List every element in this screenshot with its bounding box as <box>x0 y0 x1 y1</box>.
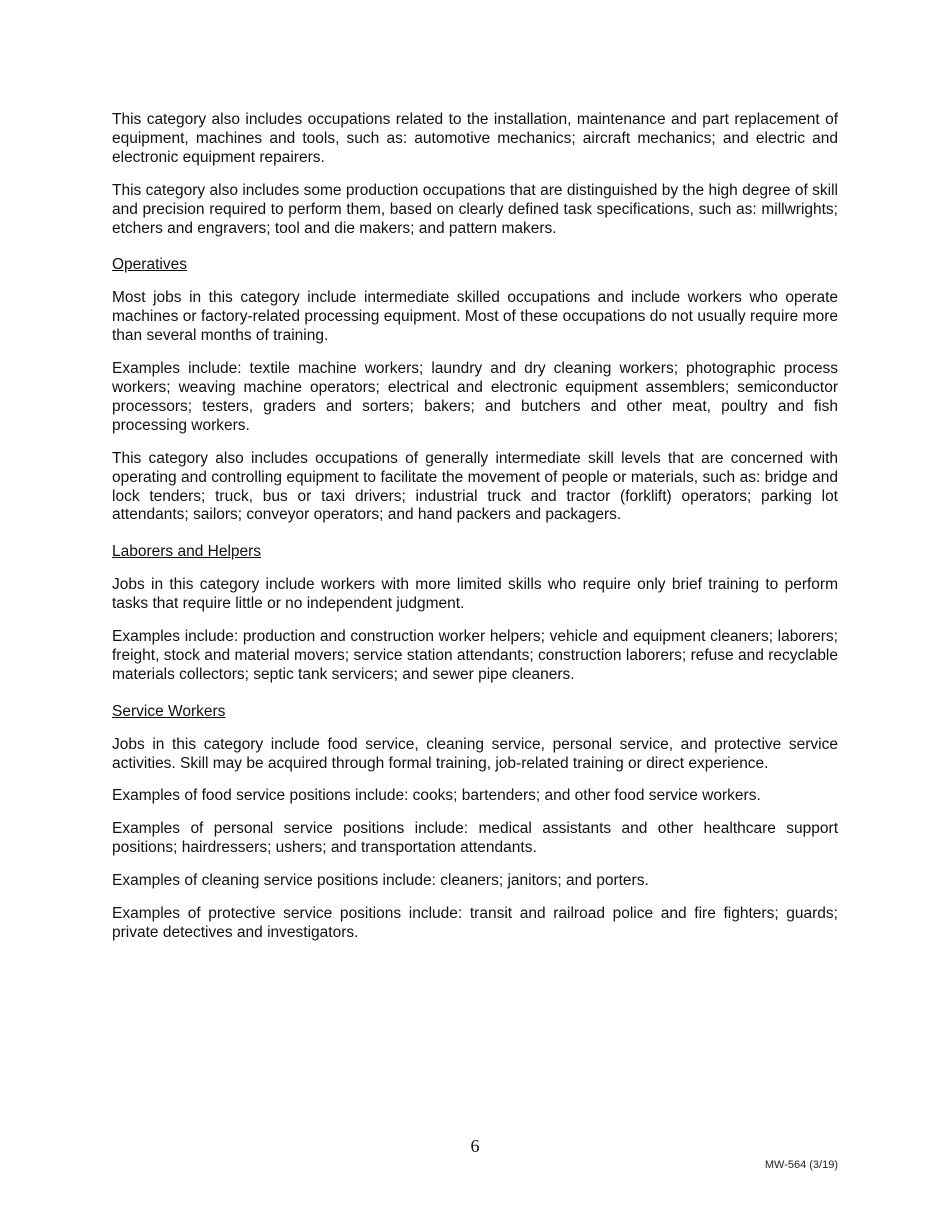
intro-paragraph-2: This category also includes some production occupations that are distinguished by the high degree of skill and precision required to perform them, based on clearly defined task specifications, such as: millwrights; etchers and engravers; tool and die makers; and pattern makers. <box>112 181 838 237</box>
service-paragraph-1: Jobs in this category include food service, cleaning service, personal service, and protective service activities. Skill may be acquired through formal training, job-related training or direct experience. <box>112 735 838 772</box>
service-paragraph-4: Examples of cleaning service positions include: cleaners; janitors; and porters. <box>112 872 649 890</box>
operatives-paragraph-1: Most jobs in this category include intermediate skilled occupations and include workers who operate machines or factory-related processing equipment. Most of these occupations do not usually require more than several months of training. <box>112 289 838 345</box>
service-paragraph-2: Examples of food service positions include: cooks; bartenders; and other food service workers. <box>112 787 761 805</box>
operatives-paragraph-3: This category also includes occupations of generally intermediate skill levels that are concerned with operating and controlling equipment to facilitate the movement of people or materials, such as: bridge and lock tenders; truck, bus or taxi drivers; industrial truck and tractor (forklift) operators; parking lot attendants; sailors; conveyor operators; and hand packers and packagers. <box>112 449 838 524</box>
page-number: 6 <box>470 1136 480 1156</box>
service-paragraph-5: Examples of protective service positions include: transit and railroad police and fire fighters; guards; private detectives and investigators. <box>112 905 838 941</box>
service-paragraph-3: Examples of personal service positions include: medical assistants and other healthcare support positions; hairdressers; ushers; and transportation attendants. <box>112 820 838 857</box>
laborers-paragraph-1: Jobs in this category include workers with more limited skills who require only brief training to perform tasks that require little or no independent judgment. <box>112 576 838 613</box>
form-id: MW-564 (3/19) <box>764 1159 838 1171</box>
operatives-paragraph-2: Examples include: textile machine workers; laundry and dry cleaning workers; photographic process workers; weaving machine operators; electrical and electronic equipment assemblers; semiconductor processors; testers, graders and sorters; bakers; and butchers and other meat, poultry and fish processing workers. <box>112 360 838 434</box>
laborers-paragraph-2: Examples include: production and construction worker helpers; vehicle and equipment cleaners; laborers; freight, stock and material movers; service station attendants; construction laborers; refuse and recyclable materials collectors; septic tank servicers; and sewer pipe cleaners. <box>112 628 838 683</box>
page-content <box>112 111 838 957</box>
operatives-heading: Operatives <box>112 256 187 274</box>
intro-paragraph-1: This category also includes occupations related to the installation, maintenance and part replacement of equipment, machines and tools, such as: automotive mechanics; aircraft mechanics; and electric and electronic equipment repairers. <box>112 111 838 166</box>
service-heading: Service Workers <box>112 702 226 720</box>
laborers-heading: Laborers and Helpers <box>112 543 262 561</box>
